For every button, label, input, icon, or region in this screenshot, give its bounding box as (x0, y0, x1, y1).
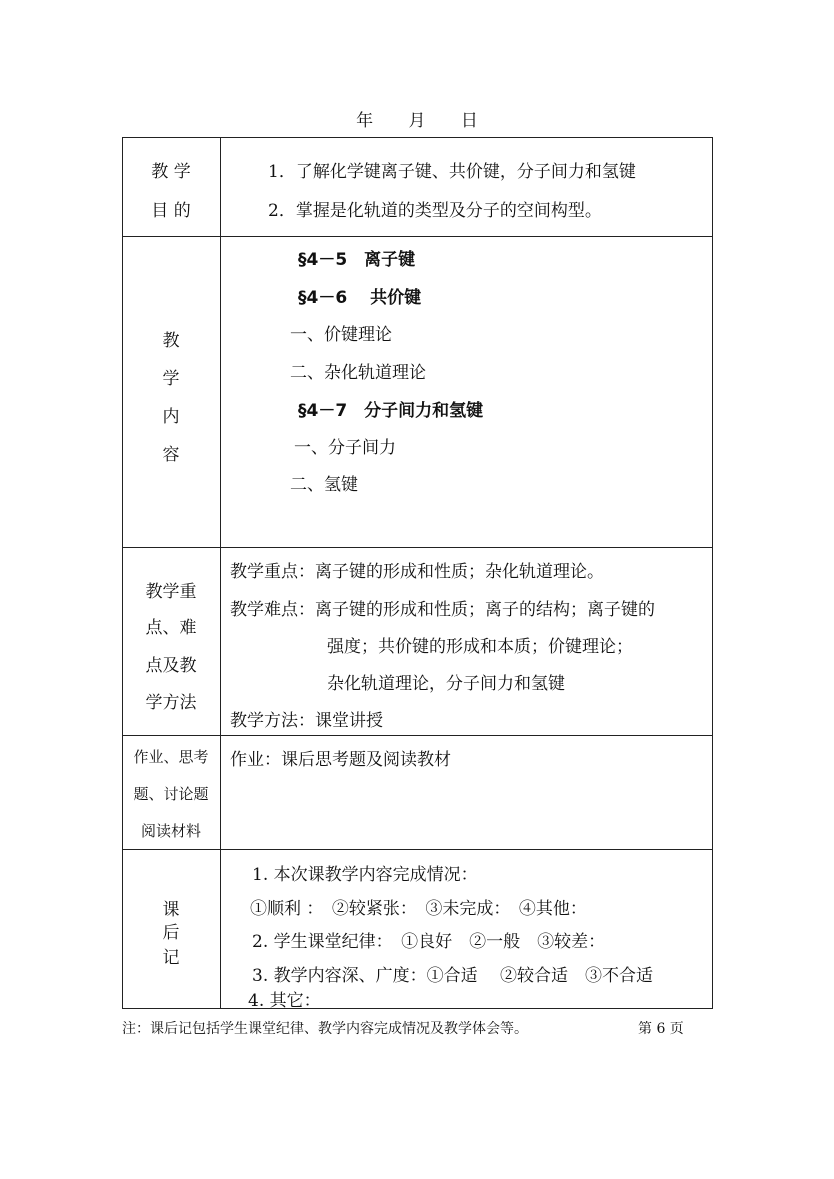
content-label-2: 学 (162, 369, 180, 389)
content-label-4: 容 (162, 445, 180, 465)
teaching-method: 教学方法：课堂讲授 (230, 711, 383, 731)
teaching-difficulty-line-1: 教学难点：离子键的形成和性质；离子的结构；离子键的 (230, 600, 655, 620)
month-label: 月 (408, 111, 426, 131)
afterclass-line-2: ①顺利 ： ②较紧张： ③未完成： ④其他： (250, 899, 587, 919)
homework-text: 作业：课后思考题及阅读教材 (230, 750, 451, 770)
homework-label-3: 阅读材料 (140, 822, 201, 840)
homework-label-2: 题、讨论题 (133, 785, 209, 803)
afterclass-label-3: 记 (162, 948, 180, 968)
afterclass-label-2: 后 (162, 923, 180, 943)
section-4-6-item-2: 二、杂化轨道理论 (290, 363, 426, 383)
section-4-6-item-1: 一、价键理论 (290, 325, 392, 345)
day-label: 日 (460, 111, 478, 131)
afterclass-line-5: 4. 其它： (248, 991, 321, 1011)
afterclass-line-4: 3. 教学内容深、广度：①合适 ②较合适 ③不合适 (252, 966, 654, 986)
objectives-label-line1: 教 学 (151, 162, 191, 182)
objective-item-2: 2．掌握是化轨道的类型及分子的空间构型。 (268, 201, 602, 221)
content-label-3: 内 (162, 407, 180, 427)
objectives-label-line2: 目 的 (151, 201, 191, 221)
afterclass-line-1: 1. 本次课教学内容完成情况： (252, 865, 478, 885)
keypoints-label-3: 点及教 (145, 656, 197, 676)
keypoints-label-1: 教学重 (145, 582, 197, 602)
teaching-difficulty-line-2: 强度；共价键的形成和本质；价键理论； (327, 637, 633, 657)
homework-label-1: 作业、思考 (133, 748, 209, 766)
afterclass-label-1: 课 (162, 900, 180, 920)
teaching-difficulty-line-3: 杂化轨道理论，分子间力和氢键 (327, 674, 565, 694)
section-4-5-heading: §4－5 离子键 (298, 250, 416, 270)
section-4-7-item-1: 一、分子间力 (294, 438, 396, 458)
teaching-focus: 教学重点：离子键的形成和性质；杂化轨道理论。 (230, 562, 604, 582)
footer-note: 注：课后记包括学生课堂纪律、教学内容完成情况及教学体会等。 (122, 1021, 528, 1037)
content-label-1: 教 (162, 331, 180, 351)
date-header (0, 106, 834, 131)
keypoints-label-2: 点、难 (145, 618, 197, 638)
section-4-7-heading: §4－7 分子间力和氢键 (298, 401, 484, 421)
year-label: 年 (356, 111, 374, 131)
section-4-6-heading: §4－6 共价键 (298, 288, 422, 308)
objective-item-1: 1．了解化学键离子键、共价键，分子间力和氢键 (268, 162, 636, 182)
section-4-7-item-2: 二、氢键 (290, 475, 358, 495)
afterclass-line-3: 2. 学生课堂纪律： ①良好 ②一般 ③较差： (252, 932, 606, 952)
page-number: 第 6 页 (638, 1021, 684, 1037)
keypoints-label-4: 学方法 (145, 693, 197, 713)
